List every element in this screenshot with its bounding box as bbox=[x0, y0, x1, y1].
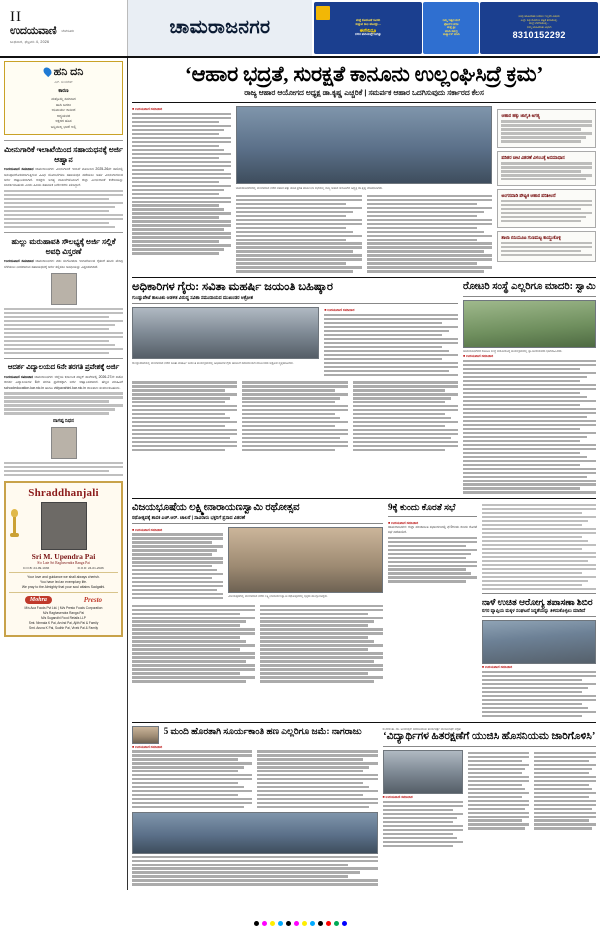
story-kundu bbox=[388, 502, 477, 718]
left-story-2-headline: ಆದರ್ಶ ವಿದ್ಯಾಲಯದ 6ನೇ ತರಗತಿ ಪ್ರವೇಶಕ್ಕೆ ಅರ್ಜಿ bbox=[7, 363, 120, 372]
ad-books[interactable] bbox=[314, 2, 422, 54]
edition-title: ಚಾಮರಾಜನಗರ bbox=[128, 0, 312, 56]
divider bbox=[4, 140, 123, 141]
story-ugc-overline: ಜಿ.ನಗರ ತಾ. ಡಾ. ಅಂಬೇಡ್ಕರ್ ಸಮಾಜಮುಖಿ ಕಾರ್ಯಕರ್ತ್ರ ಮಂಜುನಾಥ್ ಆಗ್ರಹ bbox=[382, 727, 461, 732]
lead-subhead: ರಾಜ್ಯ ಆಹಾರ ಆಯೋಗದ ಅಧ್ಯಕ್ಷ ಡಾ.ಕೃಷ್ಣ ಎಚ್ಚರಿಕೆ | ಸಮರ್ಪಕ ಆಹಾರ ಒದಗಿಸುವುದು ಸರ್ಕಾರದ ಕೆಲಸ bbox=[244, 88, 484, 98]
story-rathotsava bbox=[132, 502, 383, 718]
page-number-roman: II bbox=[10, 9, 22, 25]
brand-logo-presto: Presto bbox=[83, 596, 103, 605]
story-ugc-headline: ‘ವಿದ್ಯಾರ್ಥಿಗಳ ಹಿತರಕ್ಷಣೆಗೆ ಯುಜಿಸಿ ಹೊಸನಿಯಮ ಜಾರಿಗೊಳಿಸಿ’ bbox=[383, 731, 596, 743]
story-savita bbox=[132, 281, 458, 495]
obituary-firm-3: Smt. Nirmala K Pai, Arvind Pai, Ajith Pai & Family bbox=[28, 621, 99, 626]
left-story-0-filler bbox=[4, 190, 123, 228]
obituary-message-line-2: We pray to the Almighty that your soul attains Sadgathi. bbox=[21, 585, 106, 590]
ad-contact-line4: ನಮ್ಮ ಜಾಹೀರಾತು ವಿಭಾಗ bbox=[526, 24, 552, 29]
story-rathotsava-subhead: ರಥೋತ್ಸವಕ್ಕೆ ಶಾಸಕ ಎಚ್.ಆರ್. ಚಾಲನೆ | ಸಾವಿರಾರು ಭಕ್ತರಿಗೆ ಪ್ರಸಾದ ವಿತರಣೆ bbox=[132, 514, 246, 520]
ad-sub-line2: ಫೋನ್‌ನ ತಗೊ bbox=[443, 21, 459, 26]
obituary-brand-logos bbox=[9, 596, 118, 604]
story-rotary bbox=[463, 281, 596, 495]
ad-books-line3: ಬೆರಳ ತುದಿಯಲ್ಲೇ ಜಗತ್ತು bbox=[355, 31, 382, 36]
story-savita-kicker: ■ ಉದಯವಾಣಿ ಸಮಾಚಾರ bbox=[324, 308, 354, 312]
left-story-1-text: ಚಾಮರಾಜನಗರ: ಪಶು ಸಂಗೋಪನಾ ಇಲಾಖೆಯಿಂದ ರೈತರಿಗೆ ಹಸಿರು ಮೇವು ಬೆಳೆಯಲು ನೀಡಲಾಗುವ ಸಹಾಯಧನಕ್ಕೆ ಅರ್ಜಿ ಸಲ್ಲಿಸಲು ಅವಧಿಯನ್ನು ವಿಸ್ತರಿಸಲಾಗಿದೆ. bbox=[4, 259, 123, 269]
hanidani-title: ಹನಿ ದನಿ bbox=[8, 66, 119, 79]
lead-note-3 bbox=[497, 231, 596, 262]
left-story-1-photo bbox=[51, 273, 77, 305]
ad-contact[interactable] bbox=[480, 2, 598, 54]
story-rotary-caption: ಚಾಮರಾಜನಗರದ ರೋಟರಿ ಸಂಸ್ಥೆ ಆಯೋಜಿಸಿದ್ದ ಕಾರ್ಯಕ್ರಮದಲ್ಲಿ ಸ್ವಾಮೀಜಿಯವರು ಭಾಗವಹಿಸಿದರು. bbox=[462, 349, 563, 354]
story-ugc-photo bbox=[383, 750, 463, 794]
story-ugc bbox=[383, 726, 596, 888]
obituary-dod: D.O.D: 24-01-2026 bbox=[77, 566, 104, 571]
left-column bbox=[0, 58, 128, 890]
obituary-firm-4: Smt. Aruna K Pai, Sudhir Pai, Vivek Pai & Family bbox=[28, 626, 99, 631]
obituary-message-line-1: You have led an exemplary life. bbox=[40, 580, 87, 585]
row-sunflower-ugc bbox=[132, 726, 596, 888]
color-registration-bar bbox=[0, 921, 600, 926]
story-rotary-kicker: ■ ಉದಯವಾಣಿ ಸಮಾಚಾರ bbox=[463, 354, 493, 358]
story-rathotsava-kicker: ■ ಉದಯವಾಣಿ ಸಮಾಚಾರ bbox=[132, 528, 162, 532]
hanidani-subtitle: ಕಾರಣ bbox=[58, 88, 69, 94]
top-ad-strip bbox=[312, 0, 600, 56]
story-health bbox=[482, 502, 596, 718]
lead-note-1 bbox=[497, 151, 596, 186]
left-signature-photo bbox=[51, 427, 77, 459]
obituary-firm-0: M/s Aca Foods Pvt Ltd. | M/s Presto Foods Corporation bbox=[24, 606, 103, 611]
obituary-ad[interactable] bbox=[4, 481, 123, 637]
story-savita-subhead: ಗುಂಡ್ಲುಪೇಟೆ ತಾಲೂಕು ಆಡಳಿತ ವಿರುದ್ಧ ಸವಿತಾ ಸಮುದಾಯದ ಮುಖಂಡರ ಆಕ್ರೋಶ bbox=[132, 295, 254, 301]
hanidani-line-4: ಅಕ್ಷರದ ಹೊಸ bbox=[55, 119, 72, 124]
books-icon bbox=[316, 6, 330, 20]
left-story-0 bbox=[4, 145, 123, 228]
divider bbox=[4, 232, 123, 233]
lead-text-1 bbox=[132, 113, 231, 255]
story-sunflower-headline: 5 ಮಂದಿ ಹೊರತಾಗಿ ಸೂರ್ಯಕಾಂತಿ ಹಣ ಎಲ್ಲರಿಗೂ ಜಮೆ: ನಾಗರಾಜು bbox=[163, 725, 362, 736]
obituary-firm-1: M/s Raghavendra Ranga Pai bbox=[43, 611, 84, 616]
main-column bbox=[128, 58, 600, 890]
story-rathotsava-caption: ವಿಜಯಪುರದಲ್ಲಿ ಮಂಗಳವಾರ ನಡೆದ ಲಕ್ಷ್ಮೀನಾರಾಯಣಸ್ವಾಮಿ ರಥೋತ್ಸವದಲ್ಲಿ ಭಕ್ತರು ಪಾಲ್ಗೊಂಡಿದ್ದರು. bbox=[228, 594, 328, 599]
left-story-1-headline: ಹುಲ್ಲು ಮರುಹಾವತಿ ಸೌಲಭ್ಯಕ್ಕೆ ಅರ್ಜಿ ಸಲ್ಲಿಕೆ ಅವಧಿ ವಿಸ್ತರಣೆ bbox=[11, 237, 116, 256]
lead-photo-col bbox=[236, 106, 493, 274]
lead-note-1-title: ಪಡಿತರ ಚೀಟಿ ವಿತರಣೆ ವಿಳಂಬಕ್ಕೆ ಅಸಮಾಧಾನ bbox=[501, 155, 565, 161]
divider bbox=[132, 102, 596, 103]
story-health-headline: ನಾಳೆ ಉಚಿತ ಆರೋಗ್ಯ ತಪಾಸಣಾ ಶಿಬಿರ bbox=[481, 597, 593, 608]
ad-books-line2: ಸುತ್ತುವ ಕಾಲ ಹೋದ್ಲು... bbox=[355, 22, 381, 27]
oil-lamp-icon bbox=[10, 509, 19, 543]
obituary-firm-2: M/s Sugandhi Food Retails LLP bbox=[41, 616, 86, 621]
lead-kicker: ■ ಉದಯವಾಣಿ ಸಮಾಚಾರ bbox=[132, 107, 162, 111]
left-story-2-text: ಚಾಮರಾಜನಗರ: ಜಿಲ್ಲೆಯ ಕರ್ನಾಟಕ ಪಬ್ಲಿಕ್ ಶಾಲೆಗಳಲ್ಲಿ 2026-27ನೇ ಸಾಲಿನ ಆದರ್ಶ ವಿದ್ಯಾಲಯಗಳ 6ನೇ ತರಗತಿ ಪ್ರವೇಶಕ್ಕಾಗಿ ಅರ್ಜಿ ಆಹ್ವಾನಿಸಲಾಗಿದೆ. ಹೆಚ್ಚಿನ ಮಾಹಿತಿಗೆ schooleducation.kar.nic.in ಹಾಗೂ vidyavahini.kar.nic.in ಜಾಲತಾಣ ಸಂಪರ್ಕಿಸಬಹುದು. bbox=[4, 374, 123, 390]
hanidani-line-0: ಮತ್ತೊಮ್ಮೆ ಸಮಾಜದ bbox=[51, 97, 76, 101]
obituary-relation: S/o Late Sri Raghavendra Ranga Pai bbox=[37, 561, 90, 566]
story-savita-caption: ಗುಂಡ್ಲುಪೇಟೆಯಲ್ಲಿ ಮಂಗಳವಾರ ನಡೆದ ಸವಿತಾ ಮಹರ್ಷಿ ಜಯಂತಿ ಕಾರ್ಯಕ್ರಮದಲ್ಲಿ ಅಧಿಕಾರಿಗಳ ಗೈರು ಹಾಜರಿಗೆ ಸಮುದಾಯದ ಮುಖಂಡರು ಆಕ್ರೋಶ ವ್ಯಕ್ತಪಡಿಸಿದರು. bbox=[132, 360, 294, 365]
left-story-1 bbox=[4, 237, 123, 354]
story-rotary-text bbox=[463, 360, 596, 494]
lead-col-1 bbox=[132, 106, 231, 274]
story-health-photo bbox=[482, 620, 596, 664]
lead-note-2 bbox=[497, 189, 596, 228]
lead-headline: ‘ಆಹಾರ ಭದ್ರತೆ, ಸುರಕ್ಷತೆ ಕಾನೂನು ಉಲ್ಲಂಘಿಸಿದ್ರೆ ಕ್ರಮ’ bbox=[184, 62, 544, 86]
hanidani-author: ಎನ್. ಸುಂದರೇಶ್ bbox=[54, 80, 73, 84]
left-story-0-byline: ಉದಯವಾಣಿ ಸಮಾಚಾರ bbox=[4, 167, 34, 172]
story-rotary-photo bbox=[463, 300, 596, 348]
story-savita-photo bbox=[132, 307, 319, 359]
story-sunflower-photo bbox=[132, 812, 378, 854]
story-health-subhead: ನಗರ ವ್ಯಾಪ್ತಿಯ ಮಕ್ಕಳ ಸಂಘಟನೆ ಸಿದ್ಧತೆಯನ್ನು ತಿಳಿದುಕೊಳ್ಳಲು ಮಾಡಿದೆ bbox=[481, 608, 586, 614]
lead-photo bbox=[236, 106, 493, 184]
lead-note-0-title: ಆಹಾರ ಹಕ್ಕು ಜಾಗೃತಿ ಅಗತ್ಯ bbox=[501, 113, 540, 119]
ad-contact-line1: ನೀವು ಜಾಹೀರಾತು ನೀಡಲು ಇಲ್ಲವೇ ವಿಷಯ bbox=[518, 14, 560, 19]
obituary-dob: D.O.B: 24-09-1936 bbox=[23, 566, 50, 571]
lead-note-3-title: ಶಾಲಾ ಬಿಸಿಯೂಟ ಗುಣಮಟ್ಟ ಕಾಯ್ದುಕೊಳ್ಳಿ bbox=[501, 234, 561, 240]
paper-name: ಉದಯವಾಣಿ bbox=[10, 25, 57, 37]
ad-books-line1: ಮತ್ತೆ ಕೊಡುವಿಕೆ ಸವಿಸರಿ bbox=[355, 18, 381, 23]
story-sunflower bbox=[132, 726, 378, 888]
left-story-2 bbox=[4, 363, 123, 476]
masthead-date: ಬುಧವಾರ, ಫೆಬ್ರವರಿ 4, 2026 bbox=[10, 40, 50, 44]
row-savita-rotary bbox=[132, 281, 596, 495]
left-signature-filler bbox=[4, 462, 123, 476]
left-story-2-filler bbox=[4, 392, 123, 414]
story-savita-text bbox=[324, 314, 458, 376]
obituary-portrait bbox=[41, 502, 87, 550]
divider bbox=[4, 358, 123, 359]
story-ugc-kicker: ■ ಉದಯವಾಣಿ ಸಮಾಚಾರ bbox=[383, 795, 413, 799]
story-kundu-kicker: ■ ಉದಯವಾಣಿ ಸಮಾಚಾರ bbox=[388, 521, 418, 525]
hanidani-line-3: ಅಧ್ಯಯನದ bbox=[56, 113, 71, 118]
left-story-1-filler bbox=[4, 308, 123, 354]
ad-sub-line4: ಮಾಡಿ ಸಮಗ್ರ bbox=[444, 28, 458, 33]
divider bbox=[132, 722, 596, 723]
lead-body bbox=[132, 106, 596, 274]
lead-text-2 bbox=[236, 195, 362, 273]
story-sunflower-thumb bbox=[132, 726, 159, 744]
hanidani-line-5: ಬಡ್ಡಿಯಿಲ್ಲ ಭಾರ! ಅಲ್ಲಿ bbox=[50, 124, 77, 129]
obituary-name: Sri M. Upendra Pai bbox=[31, 552, 96, 562]
obituary-message-line-0: Your love and guidance we shall always cherish. bbox=[27, 575, 100, 580]
lead-text-col-3 bbox=[367, 193, 493, 274]
divider bbox=[132, 498, 596, 499]
hanidani-line-1: ಹಾದಿ ಬದಲು bbox=[55, 102, 72, 107]
hanidani-line-2: ಅನಿವಾರ್ಯ ಕಾಯಿದೆ bbox=[51, 108, 76, 113]
lead-text-3 bbox=[367, 195, 493, 273]
ad-contact-line3: ಕಾಲ್ಟೆ ಬೆಳೆದುಕೊಳ್ಳಿ... bbox=[529, 21, 550, 26]
story-kundu-text: ಚಾಮರಾಜನಗರ: ಜಿಲ್ಲಾ ಪಂಚಾಯಿತಿ ಸಭಾಂಗಣದಲ್ಲಿ ಫೆ.9ರಂದು ಕುಂದು ಕೊರತೆ ಸಭೆ ನಡೆಯಲಿದೆ. bbox=[387, 524, 477, 534]
ad-sub-line5: ವಾರ್ತ್ಯಾಸ್ ಮಾಡಿ bbox=[442, 32, 460, 37]
paper-edition-tag: ಬೆಂಗಳೂರು bbox=[61, 29, 75, 33]
story-rotary-headline: ರೋಟರಿ ಸಂಸ್ಥೆ ಎಲ್ಲರಿಗೂ ಮಾದರಿ: ಸ್ವಾಮಿ bbox=[462, 281, 596, 293]
story-rathotsava-headline: ವಿಜಯಭೂಷೆಯ ಲಕ್ಷ್ಮೀನಾರಾಯಣಸ್ವಾಮಿ ರಥೋತ್ಸವ bbox=[132, 502, 300, 514]
page-body bbox=[0, 58, 600, 890]
ad-contact-line2: ಎಲ್ಲಾ ಶಿಫ ಮೊದಲು ಪತ್ರಿಕೆ ಕಳಿಸಿಕೊಳ್ಳಿ. bbox=[520, 17, 558, 22]
lead-note-2-title: ಅಂಗನವಾಡಿ ಪೌಷ್ಟಿಕ ಆಹಾರ ಪರಿಶೀಲನೆ bbox=[501, 193, 556, 199]
left-story-0-headline: ಮೀನುಗಾರಿಕೆ ಇಲಾಖೆಯಿಂದ ಸಹಾಯಧನಕ್ಕೆ ಅರ್ಜಿ ಆಹ್ವಾನ bbox=[4, 145, 123, 164]
ad-subscribe[interactable] bbox=[423, 2, 479, 54]
masthead-logo[interactable] bbox=[0, 0, 128, 56]
masthead bbox=[0, 0, 600, 58]
obituary-title: Shraddhanjali bbox=[28, 487, 99, 500]
ad-sub-line3: ಮತ್ತೆ ಫ್ರೀ bbox=[446, 25, 456, 30]
story-kundu-headline: 9ಕ್ಕೆ ಕುಂದು ಕೊರತೆ ಸಭೆ bbox=[387, 502, 456, 513]
ad-contact-phone[interactable]: 8310152292 bbox=[512, 30, 566, 41]
divider bbox=[132, 277, 596, 278]
hanidani-box bbox=[4, 61, 123, 135]
obituary-message bbox=[9, 572, 118, 593]
story-rathotsava-photo bbox=[228, 527, 383, 593]
lead-notes-col bbox=[497, 106, 596, 274]
ad-books-highlight: ಈಗೇನಿದ್ರೂ bbox=[359, 27, 377, 33]
story-savita-headline: ಅಧಿಕಾರಿಗಳ ಗೈರು: ಸವಿತಾ ಮಹರ್ಷಿ ಜಯಂತಿ ಬಹಿಷ್ಕಾರ bbox=[132, 281, 333, 294]
obituary-firms bbox=[9, 606, 118, 631]
story-health-kicker: ■ ಉದಯವಾಣಿ ಸಮಾಚಾರ bbox=[482, 665, 512, 669]
story-sunflower-kicker: ■ ಉದಯವಾಣಿ ಸಮಾಚಾರ bbox=[132, 745, 162, 749]
left-story-0-text: ಚಾಮರಾಜನಗರ: ಮೀನುಗಾರಿಕೆ ಇಲಾಖೆ ವತಿಯಿಂದ 2025-26ನೇ ಸಾಲಿನಲ್ಲಿ ಅನುಷ್ಠಾನಗೊಳಿಸಲಾಗುತ್ತಿರುವ ವಿವಿಧ ಯೋಜನೆಗಳಡಿ ಸಹಾಯಧನ ಪಡೆಯಲು ಅರ್ಹ ಮೀನುಗಾರರಿಂದ ಅರ್ಜಿ ಆಹ್ವಾನಿಸಲಾಗಿದೆ. ಆಸಕ್ತರು ಅಗತ್ಯ ದಾಖಲೆಗಳೊಂದಿಗೆ ಜಿಲ್ಲಾ ಮೀನುಗಾರಿಕೆ ಕಚೇರಿಯನ್ನು ಸಂಪರ್ಕಿಸಬಹುದು ಎಂದು ಹಿರಿಯ ಸಹಾಯಕ ನಿರ್ದೇಶಕರು ತಿಳಿಸಿದ್ದಾರೆ. bbox=[4, 167, 123, 188]
ad-sub-line1: ನಿಮ್ಮ ಇಷ್ಟದ ಮನೆ bbox=[442, 18, 460, 23]
row-rathotsava bbox=[132, 502, 596, 718]
left-story-1-byline: ಉದಯವಾಣಿ ಸಮಾಚಾರ bbox=[4, 259, 34, 264]
left-story-2-byline: ಉದಯವಾಣಿ ಸಮಾಚಾರ bbox=[4, 374, 34, 379]
water-drop-icon bbox=[41, 66, 52, 77]
brand-logo-mohra: Mohra bbox=[25, 596, 52, 604]
lead-text-col-2 bbox=[236, 193, 362, 274]
lead-photo-caption: ಚಾಮರಾಜನಗರದಲ್ಲಿ ಮಂಗಳವಾರ ನಡೆದ ಆಹಾರ ಹಕ್ಕು ಕುರಿತ ಪ್ರಗತಿ ಪರಿಶೀಲನಾ ಸಭೆಯಲ್ಲಿ ರಾಜ್ಯ ಆಹಾರ ಆಯೋಗದ ಅಧ್ಯಕ್ಷ ಡಾ.ಕೃಷ್ಣ ಮಾತನಾಡಿದರು. bbox=[235, 185, 383, 190]
lead-note-0 bbox=[497, 109, 596, 148]
left-signature: ನಾಗಪ್ಪ ನಿಧನ bbox=[53, 418, 74, 424]
